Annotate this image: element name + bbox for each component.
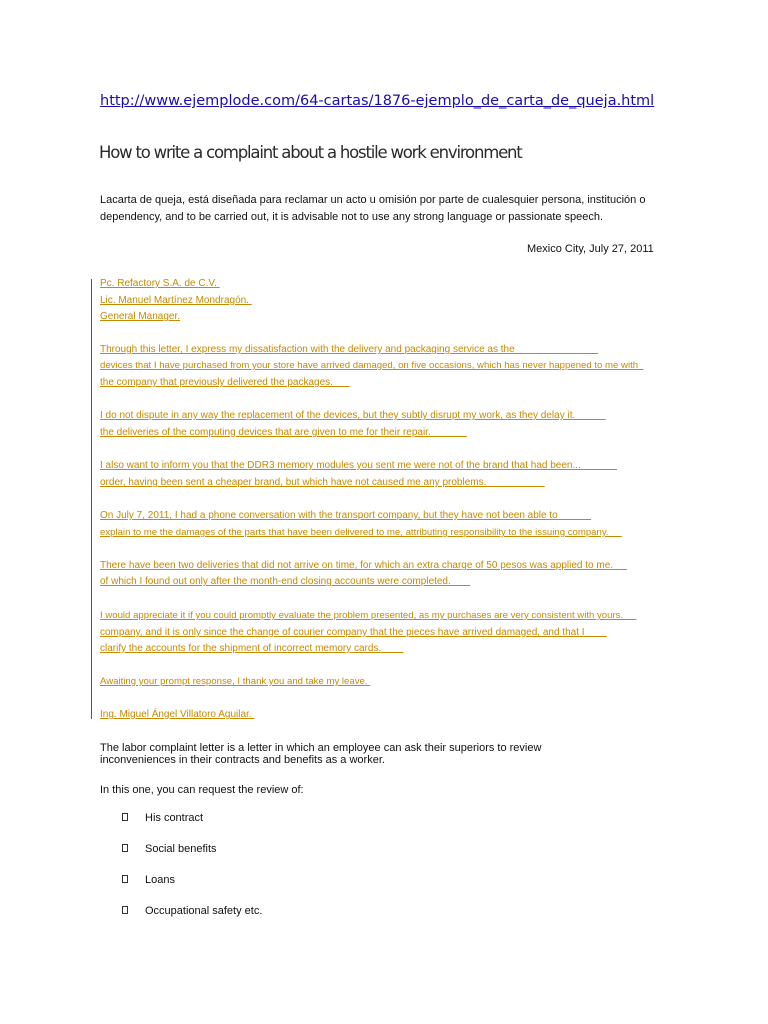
letter-line[interactable]: the deliveries of the computing devices that are given to me for their repair. <box>100 427 467 438</box>
recipient-company[interactable]: Pc. Refactory S.A. de C.V. <box>100 278 220 289</box>
bullet-box-icon <box>122 906 128 914</box>
labor-letter-description <box>100 742 541 766</box>
letter-closing[interactable]: Awaiting your prompt response, I thank you and take my leave. <box>100 676 371 687</box>
bullet-box-icon <box>122 813 128 821</box>
letter-line[interactable]: clarify the accounts for the shipment of incorrect memory cards. <box>100 643 404 654</box>
intro-paragraph <box>100 192 660 226</box>
intro-line: dependency, and to be carried out, it is advisable not to use any strong language or passionate speech. <box>100 211 604 223</box>
letter-line[interactable]: company, and it is only since the change of courier company that the pieces have arrived damaged, and that I <box>100 627 607 638</box>
recipient-title[interactable]: General Manager. <box>100 311 181 322</box>
letter-line[interactable]: Through this letter, I express my dissatisfaction with the delivery and packaging service as the <box>100 344 598 355</box>
list-item-label: Loans <box>145 874 175 886</box>
list-item-label: Occupational safety etc. <box>145 905 263 917</box>
page-title: How to write a complaint about a hostile work environment <box>99 143 522 162</box>
letter-line[interactable]: explain to me the damages of the parts that have been delivered to me, attributing responsibility to the issuing company. <box>100 527 622 538</box>
list-item-label: His contract <box>145 812 204 824</box>
review-intro: In this one, you can request the review of: <box>100 784 304 796</box>
letter-line[interactable]: order, having been sent a cheaper brand, but which have not caused me any problems. <box>100 477 545 488</box>
list-item-label: Social benefits <box>145 843 217 855</box>
letter-line[interactable]: I do not dispute in any way the replacement of the devices, but they subtly disrupt my work, as they delay it. <box>100 410 606 421</box>
letter-line[interactable]: the company that previously delivered the packages. <box>100 377 350 388</box>
letter-signature[interactable]: Ing. Miguel Ángel Villatoro Aguilar. <box>100 709 255 720</box>
recipient-name[interactable]: Lic. Manuel Martínez Mondragón. <box>100 295 252 306</box>
letter-line[interactable]: devices that I have purchased from your store have arrived damaged, on five occasions, which has never happened to me with <box>100 360 644 371</box>
source-url-link[interactable]: http://www.ejemplode.com/64-cartas/1876-ejemplo_de_carta_de_queja.html <box>100 93 655 109</box>
letter-line[interactable]: I also want to inform you that the DDR3 memory modules you sent me were not of the brand that had been... <box>100 460 617 471</box>
letter-line[interactable]: On July 7, 2011, I had a phone conversation with the transport company, but they have not been able to <box>100 510 592 521</box>
letter-line[interactable]: I would appreciate it if you could promptly evaluate the problem presented, as my purchases are very consistent with yours. <box>100 610 637 621</box>
quote-bar <box>91 279 92 719</box>
body-line: The labor complaint letter is a letter in which an employee can ask their superiors to review <box>100 742 542 754</box>
intro-line: Lacarta de queja, está diseñada para reclamar un acto u omisión por parte de cualesquier persona, institución o <box>100 194 646 206</box>
bullet-box-icon <box>122 844 128 852</box>
body-line: inconveniences in their contracts and benefits as a worker. <box>100 754 385 766</box>
letter-line[interactable]: of which I found out only after the month-end closing accounts were completed. <box>100 576 471 587</box>
letter-line[interactable]: There have been two deliveries that did not arrive on time, for which an extra charge of 50 pesos was applied to me. <box>100 560 627 571</box>
bullet-box-icon <box>122 875 128 883</box>
letter-date: Mexico City, July 27, 2011 <box>527 243 654 255</box>
